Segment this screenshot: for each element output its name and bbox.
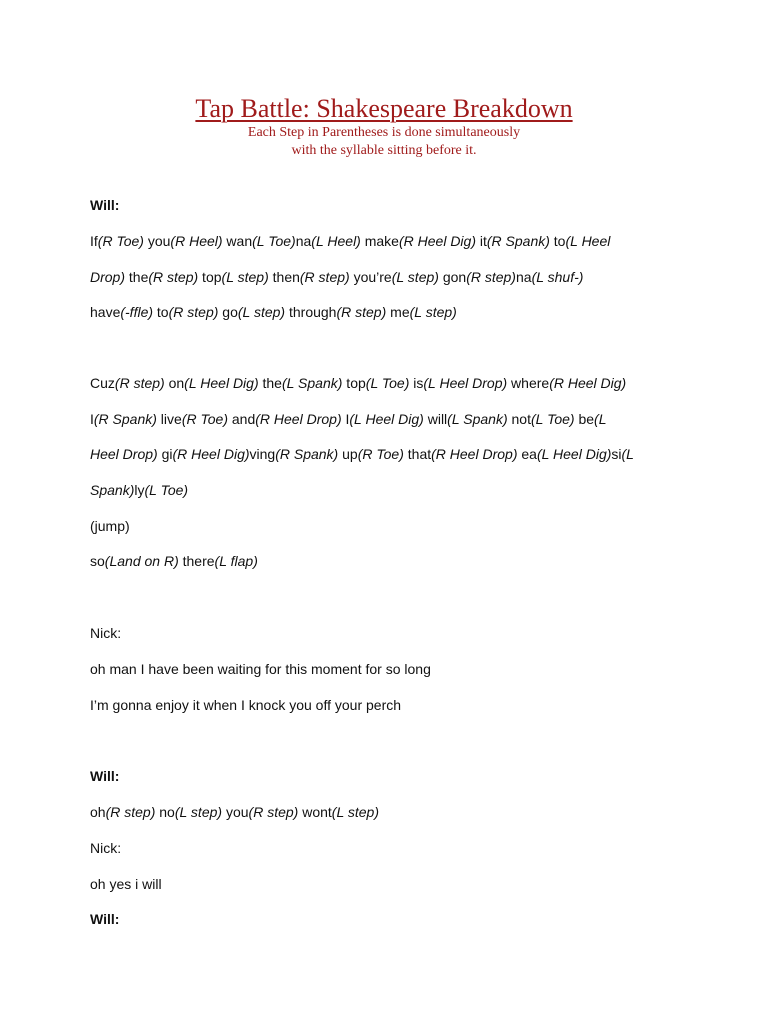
lyric-text: up (338, 446, 358, 462)
step-cue: (R Spank) (486, 233, 550, 249)
lyric-text: be (574, 411, 595, 427)
step-cue: (L Heel Dig) (536, 446, 612, 462)
step-cue: Spank) (90, 482, 135, 498)
step-cue: (L Heel Dig) (349, 411, 424, 427)
script-line-10 (90, 624, 121, 642)
step-cue: (R step) (248, 804, 299, 820)
step-cue: (L step) (221, 269, 269, 285)
step-cue: (L Toe) (530, 411, 575, 427)
lyric-text: the (125, 269, 149, 285)
step-cue: (L Heel) (311, 233, 361, 249)
lyric-text: gon (438, 269, 467, 285)
script-line-4 (90, 374, 626, 392)
lyric-text: then (268, 269, 300, 285)
step-cue: (-ffle) (120, 304, 154, 320)
step-cue: (L flap) (214, 553, 258, 569)
step-cue: (L Heel (565, 233, 611, 249)
lyric-text: that (403, 446, 432, 462)
script-line-7 (90, 481, 188, 499)
lyric-text: you (143, 233, 171, 249)
script-line-9 (90, 552, 258, 570)
step-cue: (L Toe) (144, 482, 189, 498)
step-cue: (R step) (168, 304, 219, 320)
lyric-text: I (341, 411, 350, 427)
lyric-text: wan (222, 233, 253, 249)
step-cue: (R Heel Dig) (172, 446, 250, 462)
step-cue: (L Spank) (281, 375, 343, 391)
step-cue: (R step) (114, 375, 165, 391)
script-line-13 (90, 767, 119, 785)
step-cue: (R step) (148, 269, 199, 285)
step-cue: (L Toe) (252, 233, 296, 249)
lyric-text: is (409, 375, 424, 391)
step-cue: (L step) (174, 804, 223, 820)
step-cue: (L step) (391, 269, 439, 285)
step-cue: (R Toe) (181, 411, 228, 427)
script-line-5 (90, 410, 607, 428)
step-cue: (R Heel Drop) (255, 411, 342, 427)
lyric-text: so (90, 553, 105, 569)
lyric-text: top (342, 375, 366, 391)
lyric-text: I (90, 411, 94, 427)
step-cue: Drop) (90, 269, 126, 285)
lyric-text: top (198, 269, 222, 285)
script-line-8 (90, 517, 130, 535)
lyric-text: oh yes i will (90, 876, 162, 892)
step-cue: (L step) (237, 304, 286, 320)
script-line-6 (90, 445, 634, 463)
step-cue: (R Spank) (275, 446, 339, 462)
script-line-1 (90, 232, 610, 250)
step-cue: (R step) (299, 269, 350, 285)
lyric-text: Nick: (90, 840, 122, 856)
step-cue: (Land on R) (104, 553, 179, 569)
page-title (0, 94, 768, 124)
step-cue: (R Heel Dig) (398, 233, 476, 249)
lyric-text: have (90, 304, 121, 320)
script-line-11 (90, 660, 431, 678)
lyric-text: Will: (90, 768, 120, 784)
step-cue: (L Spank) (447, 411, 508, 427)
lyric-text: will (423, 411, 448, 427)
subtitle-line-1: Each Step in Parentheses is done simultaneously (247, 125, 521, 140)
script-line-12 (90, 696, 401, 714)
lyric-text: Will: (90, 911, 120, 927)
step-cue: (L step) (331, 804, 380, 820)
step-cue: (L shuf-) (531, 269, 584, 285)
lyric-text: wont (298, 804, 332, 820)
script-line-15 (90, 839, 121, 857)
lyric-text: ving (249, 446, 276, 462)
script-line-14 (90, 803, 379, 821)
step-cue: (R step) (105, 804, 156, 820)
step-cue: (R Heel Drop) (431, 446, 518, 462)
script-line-3 (90, 303, 457, 321)
script-line-2 (90, 268, 583, 286)
lyric-text: to (153, 304, 169, 320)
step-cue: (L Toe) (365, 375, 410, 391)
lyric-text: gi (157, 446, 173, 462)
lyric-text: oh man I have been waiting for this moment for so long (90, 661, 431, 677)
lyric-text: the (258, 375, 282, 391)
step-cue: (R Toe) (357, 446, 404, 462)
step-cue: (L Heel Drop) (423, 375, 508, 391)
lyric-text: it (475, 233, 487, 249)
lyric-text: (jump) (90, 518, 130, 534)
script-line-16 (90, 875, 162, 893)
script-line-17 (90, 910, 119, 928)
lyric-text: Cuz (90, 375, 115, 391)
subtitle-line-2: with the syllable sitting before it. (291, 143, 477, 158)
lyric-text: na (515, 269, 532, 285)
lyric-text: you (222, 804, 249, 820)
step-cue: (R step) (336, 304, 387, 320)
step-cue: (L Heel Dig) (184, 375, 259, 391)
lyric-text: you’re (349, 269, 392, 285)
lyric-text: I’m gonna enjoy it when I knock you off your perch (90, 697, 402, 713)
lyric-text: on (164, 375, 185, 391)
step-cue: (R Toe) (97, 233, 144, 249)
lyric-text: ly (134, 482, 145, 498)
lyric-text: make (360, 233, 399, 249)
lyric-text: ea (517, 446, 537, 462)
step-cue: (L step) (409, 304, 457, 320)
step-cue: (L (621, 446, 634, 462)
lyric-text: through (285, 304, 337, 320)
lyric-text: oh (90, 804, 106, 820)
lyric-text: to (549, 233, 566, 249)
lyric-text: and (228, 411, 256, 427)
lyric-text: If (90, 233, 98, 249)
script-line-0 (90, 196, 119, 214)
page-title-text: Tap Battle: Shakespeare Breakdown (195, 94, 573, 123)
lyric-text: me (386, 304, 410, 320)
lyric-text: go (218, 304, 238, 320)
step-cue: (R Spank) (93, 411, 157, 427)
step-cue: Heel Drop) (90, 446, 158, 462)
step-cue: (R Heel Dig) (549, 375, 627, 391)
lyric-text: Nick: (90, 625, 122, 641)
step-cue: (L (594, 411, 607, 427)
lyric-text: live (156, 411, 182, 427)
lyric-text: si (611, 446, 622, 462)
lyric-text: Will: (90, 197, 120, 213)
step-cue: (R Heel) (170, 233, 223, 249)
lyric-text: where (507, 375, 550, 391)
lyric-text: there (178, 553, 215, 569)
lyric-text: not (507, 411, 531, 427)
lyric-text: no (155, 804, 175, 820)
step-cue: (R step) (466, 269, 516, 285)
lyric-text: na (295, 233, 312, 249)
